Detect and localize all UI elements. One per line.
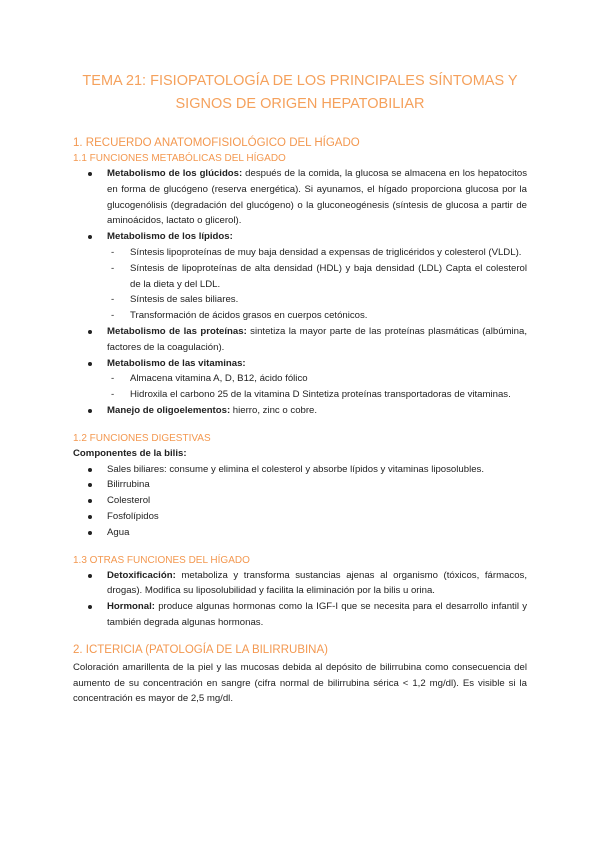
hormonal-label: Hormonal: [107,601,155,613]
other-functions-list [73,568,527,631]
section-1-3-heading: 1.3 OTRAS FUNCIONES DEL HÍGADO [73,554,250,566]
list-item: - Síntesis de lipoproteínas de alta densidad (HDL) y baja densidad (LDL) Capta el colesterol de la dieta y del LDL. [73,261,527,293]
proteinas-label: Metabolismo de las proteínas: [107,325,247,337]
bilis-components-list [73,462,527,541]
list-item: - Síntesis de sales biliares. [73,292,527,308]
list-item [73,166,527,229]
metabolic-functions-list [73,166,527,245]
document-title: TEMA 21: FISIOPATOLOGÍA DE LOS PRINCIPALES SÍNTOMAS Y SIGNOS DE ORIGEN HEPATOBILIAR [82,73,518,112]
oligo-label: Manejo de oligoelementos: [107,404,231,416]
list-item: Sales biliares: consume y elimina el colesterol y absorbe lípidos y vitaminas liposolubles. [73,462,527,478]
section-1-2-heading: 1.2 FUNCIONES DIGESTIVAS [73,432,211,444]
ictericia-paragraph: Coloración amarillenta de la piel y las mucosas debida al depósito de bilirrubina como consecuencia del aumento de su concentración en sangre (cifra normal de bilirrubina sérica < 1,2 mg/dl). Es visible si la concentración es mayor de 2,5 mg/dl. [73,661,527,705]
section-1-1-heading: 1.1 FUNCIONES METABÓLICAS DEL HÍGADO [73,153,286,164]
list-item [73,229,527,245]
lipidos-sublist [73,245,527,324]
list-item: - Síntesis lipoproteínas de muy baja densidad a expensas de triglicéridos y colesterol (VLDL). [73,245,527,261]
oligo-text: hierro, zinc o cobre. [230,404,318,416]
list-item: Agua [73,525,527,541]
metabolic-functions-list-end [73,403,527,419]
list-item [73,599,527,631]
list-item: Colesterol [73,493,527,509]
list-item [73,324,527,356]
list-item [73,568,527,600]
document-page [73,70,527,707]
vitaminas-label: Metabolismo de las vitaminas: [107,357,246,369]
glucidos-text: después de la comida, la glucosa se almacena en los hepatocitos en forma de glucógeno (reserva energética). Si ayunamos, el hígado proporciona glucosa por la glucogenólisis (degradación del glucógeno) o la gluconeogénesis (síntesis de glucosa a partir de aminoácidos, lactato o glicerol). [107,168,527,227]
list-item: - Almacena vitamina A, D, B12, ácido fólico [73,371,527,387]
glucidos-label: Metabolismo de los glúcidos: [107,168,243,179]
list-item: - Hidroxila el carbono 25 de la vitamina D Sintetiza proteínas transportadoras de vitaminas. [73,387,527,403]
detox-text: metaboliza y transforma sustancias ajenas al organismo (tóxicos, fármacos, drogas). Modifica su liposolubilidad y facilita la eliminación por la bilis u orina. [107,569,527,597]
section-1-heading: 1. RECUERDO ANATOMOFISIOLÓGICO DEL HÍGADO [73,137,360,149]
list-item [73,356,527,372]
lipidos-label: Metabolismo de los lípidos: [107,231,233,243]
bilis-label: Componentes de la bilis: [73,447,187,459]
metabolic-functions-list-cont [73,324,527,371]
list-item: - Transformación de ácidos grasos en cuerpos cetónicos. [73,308,527,324]
list-item: Bilirrubina [73,477,527,493]
vitaminas-sublist [73,371,527,403]
hormonal-text: produce algunas hormonas como la IGF-I que se necesita para el desarrollo infantil y también degrada algunas hormonas. [107,601,527,628]
list-item [73,403,527,419]
list-item: Fosfolípidos [73,509,527,525]
proteinas-text: sintetiza la mayor parte de las proteínas plasmáticas (albúmina, factores de la coagulación). [107,325,527,353]
section-2-heading: 2. ICTERICIA (PATOLOGÍA DE LA BILIRRUBINA) [73,643,328,656]
detox-label: Detoxificación: [107,569,176,581]
